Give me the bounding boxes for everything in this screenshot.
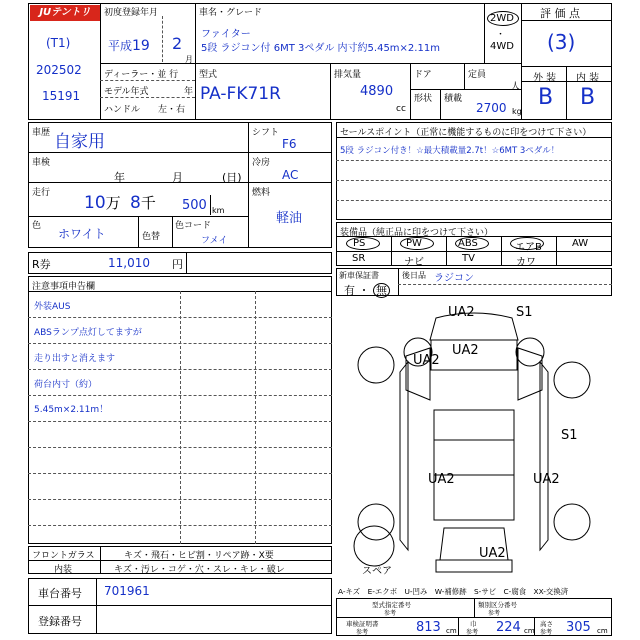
windshield-desc: キズ・飛石・ヒビ割・リペア跡・X要: [124, 551, 274, 561]
recycle-label: R券: [32, 258, 51, 271]
type-number-sub: 参考: [384, 610, 397, 617]
drive-2wd: 2WD: [490, 13, 514, 24]
model-label: 型式: [199, 70, 218, 80]
grade-line-1: ファイター: [201, 29, 251, 40]
equip-abs: ABS: [458, 238, 478, 249]
spare-label: スペア: [362, 566, 392, 577]
drive-4wd: 4WD: [490, 41, 514, 52]
inspection-year: 年: [114, 171, 125, 184]
note-line-3: 走り出すと消えます: [34, 354, 116, 364]
exterior-value: B: [538, 85, 554, 110]
equip-aw: AW: [572, 238, 589, 249]
mileage-label: 走行: [32, 188, 51, 198]
grade-line-2: 5段 ラジコン付 6MT 3ペダル 内寸約5.45m×2.11m: [201, 43, 440, 54]
width-value: 224: [496, 620, 521, 635]
load-unit: kg: [512, 107, 522, 116]
fuel-value: 軽油: [276, 211, 303, 226]
reg-number-label: 登録番号: [38, 615, 82, 628]
length-label: 車検証明書: [346, 620, 379, 628]
first-registration-label: 初度登録年月: [104, 8, 159, 18]
length-unit: cm: [446, 627, 457, 635]
load-value: 2700: [476, 101, 507, 115]
mileage-sen: 8千: [130, 193, 156, 213]
mileage-man: 10万: [84, 193, 121, 213]
mileage-rest: 500: [182, 198, 207, 213]
equip-sr: SR: [352, 253, 366, 264]
height-value: 305: [566, 620, 591, 635]
displacement-value: 4890: [360, 84, 394, 99]
warranty-value: 有 ・ 無: [344, 282, 390, 298]
class-number-sub: 参考: [488, 610, 501, 617]
interior-label: 内 装: [576, 73, 600, 84]
inspection-month: 月: [172, 171, 183, 184]
width-label: 巾: [470, 620, 477, 628]
handle-label: ハンドル: [104, 105, 141, 115]
selling-points-label: セールスポイント（正常に機能するものに印をつけて下さい）: [340, 128, 592, 138]
model-year-unit: 年: [184, 87, 194, 97]
damage-mark-2: S1: [516, 305, 533, 320]
aftermarket-value: ラジコン: [434, 273, 474, 284]
windshield-label: フロントガラス: [32, 551, 95, 561]
damage-mark-7: UA2: [533, 472, 560, 487]
color-label: 色: [32, 221, 42, 231]
drive-sep: ・: [496, 30, 506, 40]
equip-navi: ナビ: [404, 257, 424, 268]
lot-number-1: 202502: [36, 63, 82, 77]
warranty-label: 新車保証書: [339, 271, 379, 280]
handle-value: 左・右: [158, 105, 186, 115]
usage-label: 車歴: [32, 128, 51, 138]
usage-value: 自家用: [54, 132, 105, 152]
interior-desc: キズ・汚レ・コゲ・穴・スレ・キレ・破レ: [114, 565, 285, 575]
height-label: 高さ: [540, 620, 553, 628]
note-line-2: ABSランプ点灯してますが: [34, 328, 142, 338]
selling-points-text: 5段 ラジコン付き！☆最大積載量2.7t！☆6MT 3ペダル！: [340, 146, 560, 156]
model-value: PA-FK71R: [200, 84, 281, 104]
mileage-unit: km: [212, 206, 225, 215]
capacity-unit: 人: [511, 82, 521, 92]
chassis-value: 701961: [104, 584, 150, 598]
equip-tv: TV: [462, 253, 475, 264]
equip-ps: PS: [353, 238, 366, 249]
exterior-label: 外 装: [533, 73, 557, 84]
notes-label: 注意事項申告欄: [32, 282, 96, 292]
interior-label: 内装: [54, 565, 73, 575]
fuel-label: 燃料: [252, 188, 271, 198]
displacement-label: 排気量: [334, 70, 362, 80]
dealer-label: ディーラー・並 行: [104, 70, 179, 80]
shift-label: シフト: [252, 128, 280, 138]
chassis-label: 車台番号: [38, 587, 82, 600]
lot-code: (T1): [46, 36, 71, 50]
equip-leather: カワ: [516, 257, 536, 268]
lot-number-2: 15191: [42, 89, 81, 103]
damage-legend: A-キズ E-エクボ U-凹み W-補修跡 S-サビ C-腐食 XX-交換済: [338, 587, 569, 596]
damage-mark-6: UA2: [428, 472, 455, 487]
rating-label: 評 価 点: [540, 7, 580, 20]
class-number-label: 類別区分番号: [478, 601, 517, 609]
reg-era-year: 平成19: [108, 38, 150, 54]
length-sub: 参考: [356, 629, 369, 636]
load-label: 積載: [444, 94, 463, 104]
width-unit: cm: [524, 627, 535, 635]
shift-value: F6: [282, 137, 297, 151]
reg-month-unit: 月: [185, 55, 193, 64]
damage-mark-4: UA2: [413, 353, 440, 368]
inspection-day: (日): [222, 171, 242, 184]
length-value: 813: [416, 620, 441, 635]
interior-value: B: [580, 85, 596, 110]
car-name-label: 車名・グレード: [199, 8, 263, 18]
color-value: ホワイト: [58, 227, 106, 241]
equip-airbag: エアB: [515, 242, 542, 253]
width-sub: 参考: [466, 629, 479, 636]
note-line-5: 5.45m×2.11m！: [34, 405, 109, 415]
note-line-4: 荷台内寸（約）: [34, 380, 98, 390]
model-year-label: モデル年式: [104, 87, 149, 97]
door-label: ドア: [414, 70, 432, 80]
damage-mark-8: UA2: [479, 546, 506, 561]
aftermarket-label: 後日品: [402, 271, 426, 280]
height-unit: cm: [597, 627, 608, 635]
color-code-label: 色コード: [175, 221, 212, 231]
rating-value: (3): [547, 30, 576, 54]
capacity-label: 定員: [468, 70, 487, 80]
ac-label: 冷房: [252, 158, 271, 168]
note-line-1: 外装AUS: [34, 302, 71, 312]
logo: JUテントリ: [30, 5, 100, 21]
ac-value: AC: [282, 168, 299, 182]
damage-mark-5: S1: [561, 428, 578, 443]
recycle-value: 11,010: [108, 256, 150, 270]
damage-mark-1: UA2: [448, 305, 475, 320]
height-sub: 参考: [540, 629, 553, 636]
displacement-unit: cc: [396, 104, 406, 114]
equipment-label: 装備品（純正品に印をつけて下さい）: [340, 228, 494, 238]
damage-mark-3: UA2: [452, 343, 479, 358]
inspection-label: 車検: [32, 158, 51, 168]
color-change-label: 色替: [142, 232, 161, 242]
shape-label: 形状: [414, 94, 433, 104]
recycle-unit: 円: [172, 258, 183, 271]
equip-pw: PW: [406, 238, 422, 249]
reg-month: 2: [172, 34, 183, 53]
color-code-value: フメイ: [201, 236, 228, 246]
type-number-label: 型式指定番号: [372, 601, 411, 609]
